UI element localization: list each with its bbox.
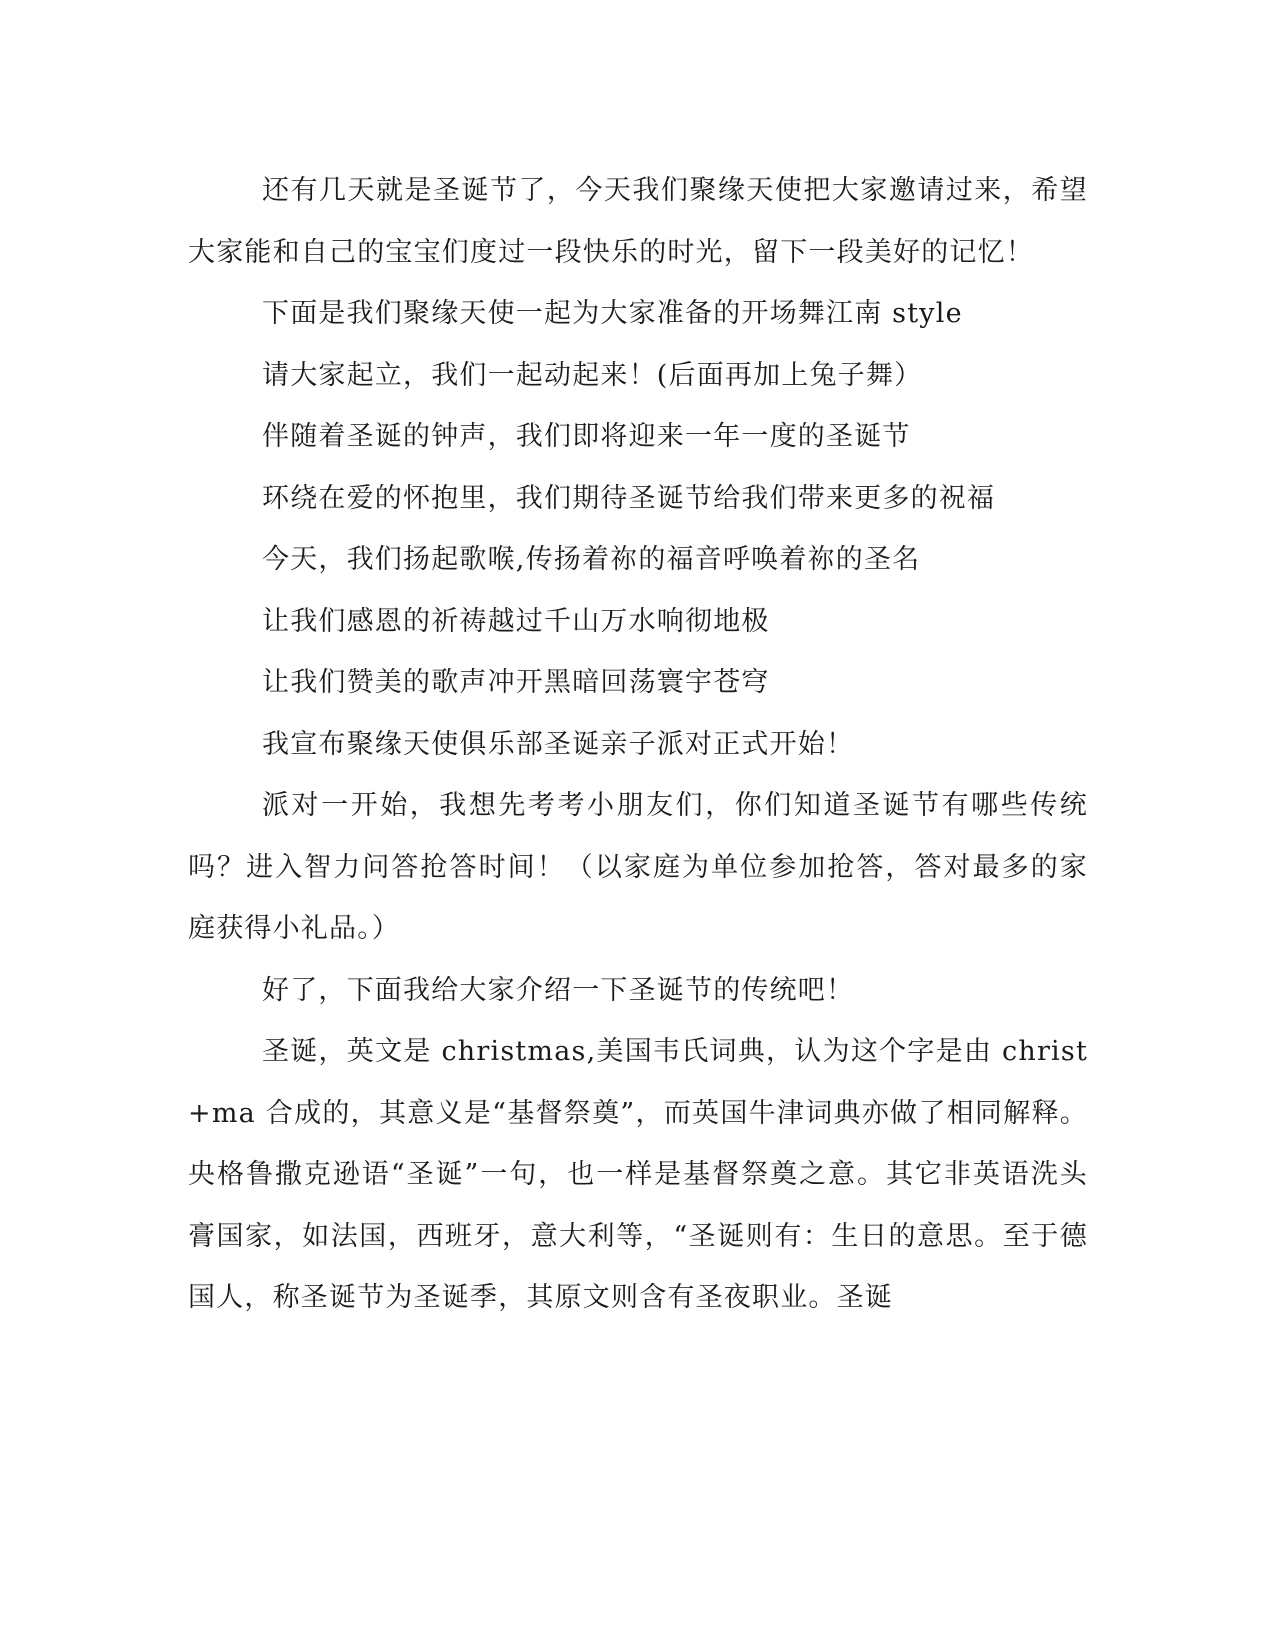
paragraph-raise-voice: 今天，我们扬起歌喉,传扬着祢的福音呼唤着祢的圣名 xyxy=(262,544,921,575)
paragraph-praise-song: 让我们赞美的歌声冲开黑暗回荡寰宇苍穹 xyxy=(262,667,770,698)
paragraph-thankful-prayer: 让我们感恩的祈祷越过千山万水响彻地极 xyxy=(262,605,770,637)
paragraph-christmas-etymology: 圣诞，英文是 christmas,美国韦氏词典，认为这个字是由 christ+ma 合成的，其意义是“基督祭奠”，而英国牛津词典亦做了相同解释。央格鲁撒克逊语“圣诞”一句，也一样是基督祭奠之意。其它非英语洗头膏国家，如法国，西班牙，意大利等，“圣诞则有：生日的意思。至于德国人，称圣诞节为圣诞季，其原文则含有圣夜职业。圣诞 xyxy=(188,1036,1088,1313)
paragraph-party-start: 我宣布聚缘天使俱乐部圣诞亲子派对正式开始！ xyxy=(262,728,855,760)
paragraph-opening-dance: 下面是我们聚缘天使一起为大家准备的开场舞江南 style xyxy=(262,298,963,329)
paragraph-greeting: 还有几天就是圣诞节了，今天我们聚缘天使把大家邀请过来，希望大家能和自己的宝宝们度过一段快乐的时光，留下一段美好的记忆！ xyxy=(188,175,1088,268)
paragraph-embrace-love: 环绕在爱的怀抱里，我们期待圣诞节给我们带来更多的祝福 xyxy=(262,482,996,514)
paragraph-christmas-bell: 伴随着圣诞的钟声，我们即将迎来一年一度的圣诞节 xyxy=(262,421,911,452)
paragraph-stand-up: 请大家起立，我们一起动起来！(后面再加上兔子舞） xyxy=(262,359,923,391)
document-body xyxy=(188,160,1088,1329)
paragraph-quiz: 派对一开始，我想先考考小朋友们，你们知道圣诞节有哪些传统吗？进入智力问答抢答时间！（以家庭为单位参加抢答，答对最多的家庭获得小礼品。） xyxy=(188,790,1088,944)
paragraph-tradition-intro: 好了，下面我给大家介绍一下圣诞节的传统吧！ xyxy=(262,974,855,1006)
